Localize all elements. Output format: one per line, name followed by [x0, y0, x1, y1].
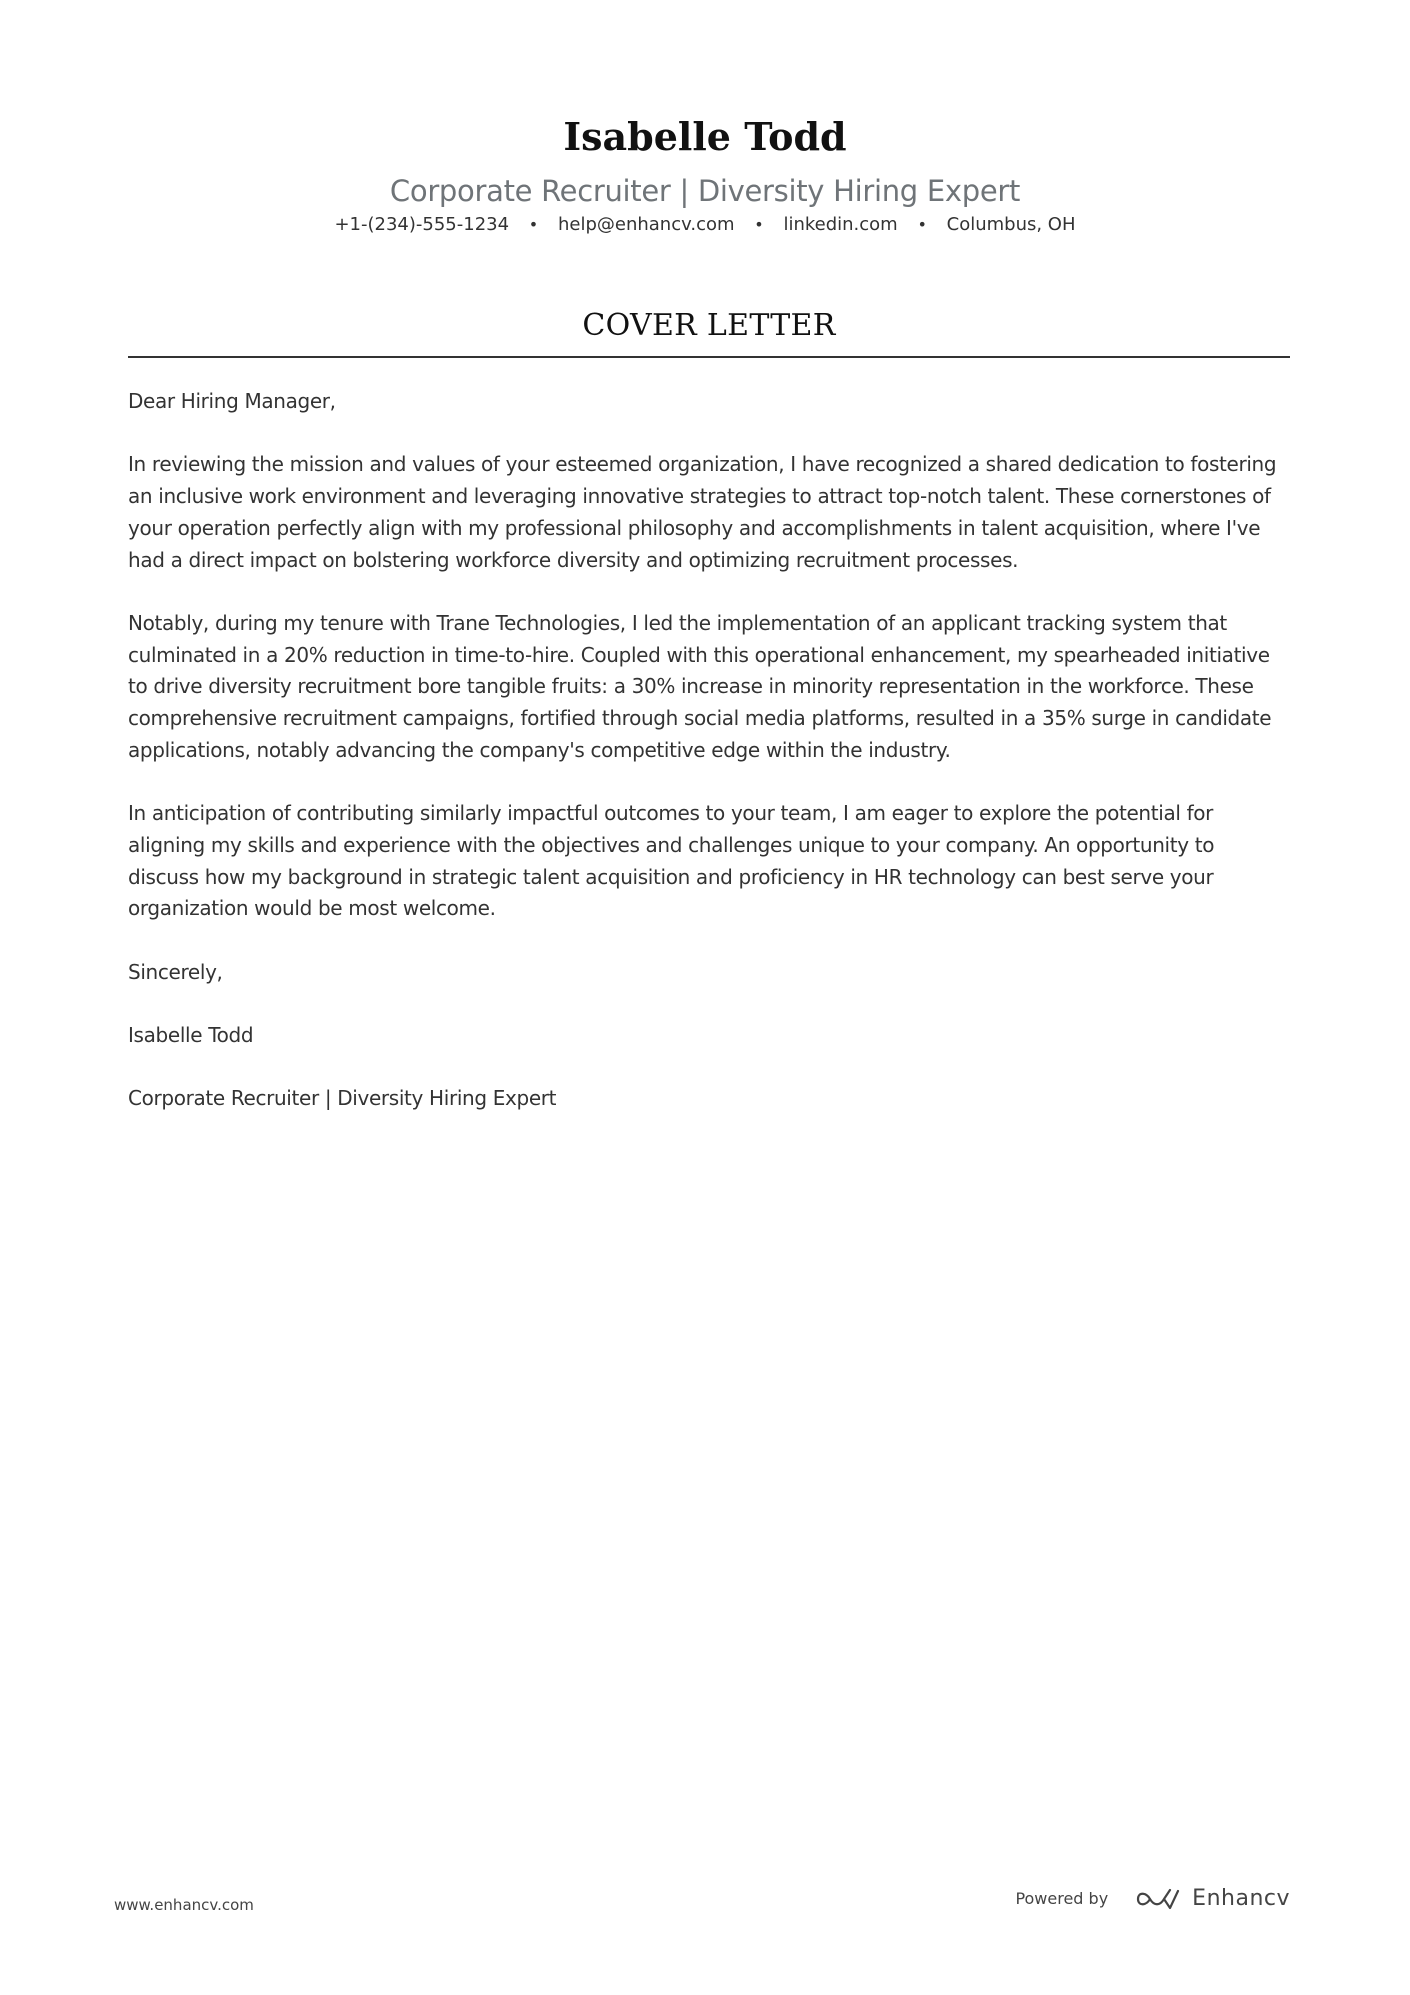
- paragraph-3: In anticipation of contributing similarly impactful outcomes to your team, I am eager to explore the potential for aligning my skills and experience with the objectives and challenges unique to your company. An opportunity to discuss how my background in strategic talent acquisition and proficiency in HR technology can best serve your organization would be most welcome.: [128, 801, 1215, 921]
- powered-by-label: Powered by: [1015, 1889, 1109, 1908]
- linkedin[interactable]: linkedin.com: [783, 214, 898, 235]
- signature-name: Isabelle Todd: [128, 1022, 254, 1047]
- greeting: Dear Hiring Manager,: [128, 389, 336, 413]
- paragraph-1: In reviewing the mission and values of your esteemed organization, I have recognized a shared dedication to fostering an inclusive work environment and leveraging innovative strategies to attract top-notch talent. These cornerstones of your operation perfectly align with my professional philosophy and accomplishments in talent acquisition, where I've had a direct impact on bolstering workforce diversity and optimizing recruitment processes.: [128, 452, 1277, 572]
- separator-dot: •: [528, 215, 539, 234]
- brand-name: Enhancv: [1192, 1886, 1290, 1911]
- candidate-name: Isabelle Todd: [563, 114, 847, 159]
- letter-body: [128, 386, 1290, 1147]
- section-divider: [128, 356, 1290, 358]
- phone: +1-(234)-555-1234: [334, 214, 510, 235]
- signature-title: Corporate Recruiter | Diversity Hiring Expert: [128, 1086, 557, 1111]
- footer-website[interactable]: www.enhancv.com: [114, 1896, 254, 1914]
- email[interactable]: help@enhancv.com: [557, 214, 735, 235]
- candidate-headline: Corporate Recruiter | Diversity Hiring Expert: [389, 174, 1021, 208]
- footer-branding: [1015, 1886, 1290, 1911]
- separator-dot: •: [917, 215, 927, 234]
- location: Columbus, OH: [946, 214, 1076, 235]
- brand-link[interactable]: [1134, 1886, 1290, 1911]
- paragraph-2: Notably, during my tenure with Trane Technologies, I led the implementation of an applicant tracking system that culminated in a 20% reduction in time-to-hire. Coupled with this operational enhancement, my spearheaded initiative to drive diversity recruitment bore tangible fruits: a 30% increase in minority representation in the workforce. These comprehensive recruitment campaigns, fortified through social media platforms, resulted in a 35% surge in candidate applications, notably advancing the company's competitive edge within the industry.: [128, 610, 1272, 762]
- contact-line: [0, 212, 1410, 238]
- enhancv-logo-icon: [1134, 1887, 1180, 1911]
- separator-dot: •: [754, 215, 764, 234]
- header: [0, 112, 1410, 238]
- closing: Sincerely,: [128, 959, 223, 984]
- section-title: COVER LETTER: [582, 308, 836, 343]
